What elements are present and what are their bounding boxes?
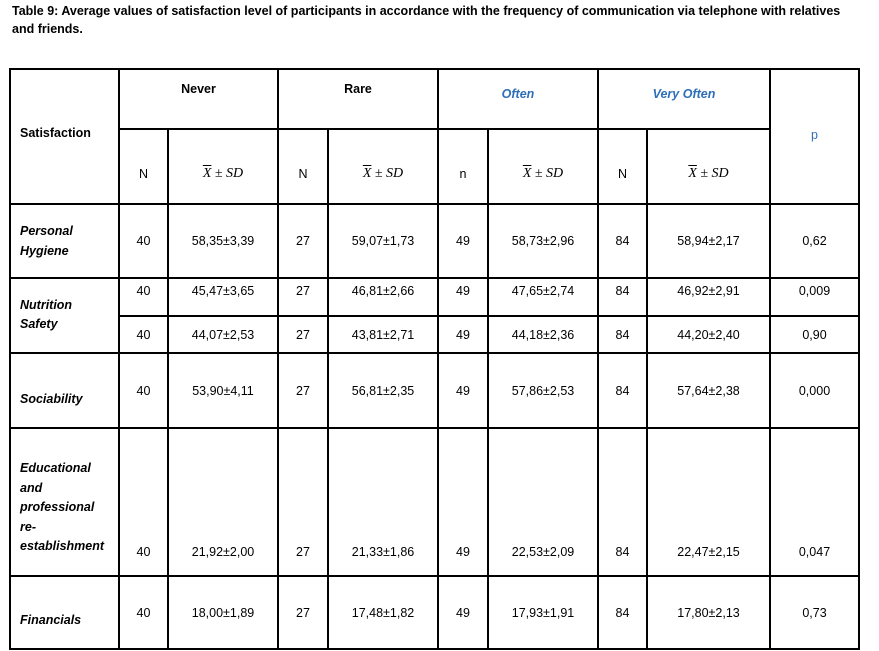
n-cell: 84 bbox=[615, 327, 630, 342]
n-cell: 40 bbox=[136, 234, 151, 248]
n-cell: 84 bbox=[615, 605, 630, 620]
n-cell: 49 bbox=[456, 284, 470, 298]
subheader-mean-sd-often: $\overline{X}$ ± SD bbox=[522, 166, 564, 181]
subheader-mean-sd-very-often: $\overline{X}$ ± SD bbox=[688, 166, 729, 181]
mean-sd-cell: 44,18±2,36 bbox=[511, 327, 575, 342]
row-label bbox=[20, 222, 116, 261]
n-cell: 27 bbox=[296, 383, 310, 398]
mean-sd-cell: 57,64±2,38 bbox=[677, 383, 740, 398]
header-often: Often bbox=[501, 87, 535, 101]
p-value-cell: 0,009 bbox=[798, 284, 831, 298]
subheader-n-never: N bbox=[138, 167, 149, 181]
mean-sd-cell: 45,47±3,65 bbox=[191, 284, 255, 298]
mean-sd-cell: 57,86±2,53 bbox=[511, 383, 575, 398]
mean-sd-cell: 53,90±4,11 bbox=[192, 383, 254, 398]
row-label-line: establishment bbox=[20, 539, 105, 553]
subheader-n-very-often: N bbox=[617, 167, 628, 181]
row-label bbox=[20, 459, 116, 557]
n-cell: 40 bbox=[136, 605, 151, 620]
n-cell: 49 bbox=[456, 234, 470, 248]
row-label-line: Nutrition bbox=[20, 298, 73, 312]
n-cell: 84 bbox=[615, 284, 630, 298]
row-label bbox=[20, 296, 116, 316]
row-label-line: Personal bbox=[20, 224, 73, 238]
header-satisfaction: Satisfaction bbox=[20, 126, 91, 140]
mean-sd-cell: 46,81±2,66 bbox=[351, 284, 415, 298]
mean-sd-cell: 21,92±2,00 bbox=[191, 545, 255, 559]
header-p: p bbox=[811, 128, 818, 142]
header-rare: Rare bbox=[344, 82, 372, 96]
n-cell: 27 bbox=[296, 234, 310, 248]
mean-sd-cell: 17,93±1,91 bbox=[511, 605, 575, 620]
mean-sd-cell: 44,07±2,53 bbox=[191, 327, 255, 342]
header-never: Never bbox=[181, 82, 216, 96]
n-cell: 84 bbox=[615, 383, 630, 398]
mean-sd-cell: 46,92±2,91 bbox=[677, 284, 740, 298]
n-cell: 49 bbox=[456, 327, 470, 342]
mean-sd-cell: 17,48±1,82 bbox=[351, 605, 415, 620]
mean-sd-cell: 18,00±1,89 bbox=[191, 605, 255, 620]
subheader-mean-sd-rare: $\overline{X}$ ± SD bbox=[362, 166, 404, 181]
n-cell: 27 bbox=[296, 605, 310, 620]
p-value-cell: 0,62 bbox=[802, 234, 827, 248]
n-cell: 84 bbox=[615, 545, 630, 559]
row-label-line: Financials bbox=[20, 613, 82, 627]
row-label bbox=[20, 315, 116, 335]
row-label bbox=[20, 390, 116, 410]
table-caption: Table 9: Average values of satisfaction level of participants in accordance with the frequency of communication via telephone with relatives and friends. bbox=[12, 4, 841, 36]
row-label-line: Safety bbox=[20, 317, 58, 331]
mean-sd-cell: 56,81±2,35 bbox=[351, 383, 415, 398]
mean-sd-cell: 44,20±2,40 bbox=[677, 327, 740, 342]
p-value-cell: 0,90 bbox=[802, 327, 827, 342]
mean-sd-cell: 58,35±3,39 bbox=[191, 234, 255, 248]
n-cell: 40 bbox=[136, 545, 151, 559]
mean-sd-cell: 58,73±2,96 bbox=[511, 234, 575, 248]
n-cell: 40 bbox=[136, 327, 151, 342]
row-label-line: and bbox=[20, 480, 43, 495]
subheader-n-often: n bbox=[459, 167, 467, 181]
p-value-cell: 0,73 bbox=[802, 605, 827, 620]
n-cell: 40 bbox=[136, 284, 151, 298]
mean-sd-cell: 43,81±2,71 bbox=[351, 327, 415, 342]
mean-sd-cell: 22,53±2,09 bbox=[511, 545, 575, 559]
n-cell: 49 bbox=[456, 545, 470, 559]
mean-sd-cell: 21,33±1,86 bbox=[351, 545, 415, 559]
row-label-line: Sociability bbox=[20, 392, 83, 406]
p-value-cell: 0,000 bbox=[798, 383, 831, 398]
subheader-mean-sd-never: $\overline{X}$ ± SD bbox=[202, 166, 244, 181]
n-cell: 27 bbox=[296, 327, 310, 342]
row-label bbox=[20, 611, 116, 631]
row-label-line: re- bbox=[20, 519, 36, 534]
n-cell: 40 bbox=[136, 383, 151, 398]
row-label-line: Educational bbox=[20, 461, 91, 475]
subheader-n-rare: N bbox=[298, 167, 308, 181]
mean-sd-cell: 58,94±2,17 bbox=[677, 234, 740, 248]
mean-sd-cell: 17,80±2,13 bbox=[677, 605, 740, 620]
n-cell: 49 bbox=[456, 605, 470, 620]
row-label-line: Hygiene bbox=[20, 243, 69, 258]
n-cell: 27 bbox=[296, 545, 310, 559]
mean-sd-cell: 47,65±2,74 bbox=[511, 284, 575, 298]
row-label-line: professional bbox=[20, 500, 95, 514]
n-cell: 84 bbox=[615, 234, 630, 248]
p-value-cell: 0,047 bbox=[798, 545, 831, 559]
n-cell: 49 bbox=[456, 383, 470, 398]
mean-sd-cell: 22,47±2,15 bbox=[677, 545, 740, 559]
mean-sd-cell: 59,07±1,73 bbox=[351, 234, 415, 248]
n-cell: 27 bbox=[296, 284, 310, 298]
header-very-often: Very Often bbox=[652, 87, 716, 101]
